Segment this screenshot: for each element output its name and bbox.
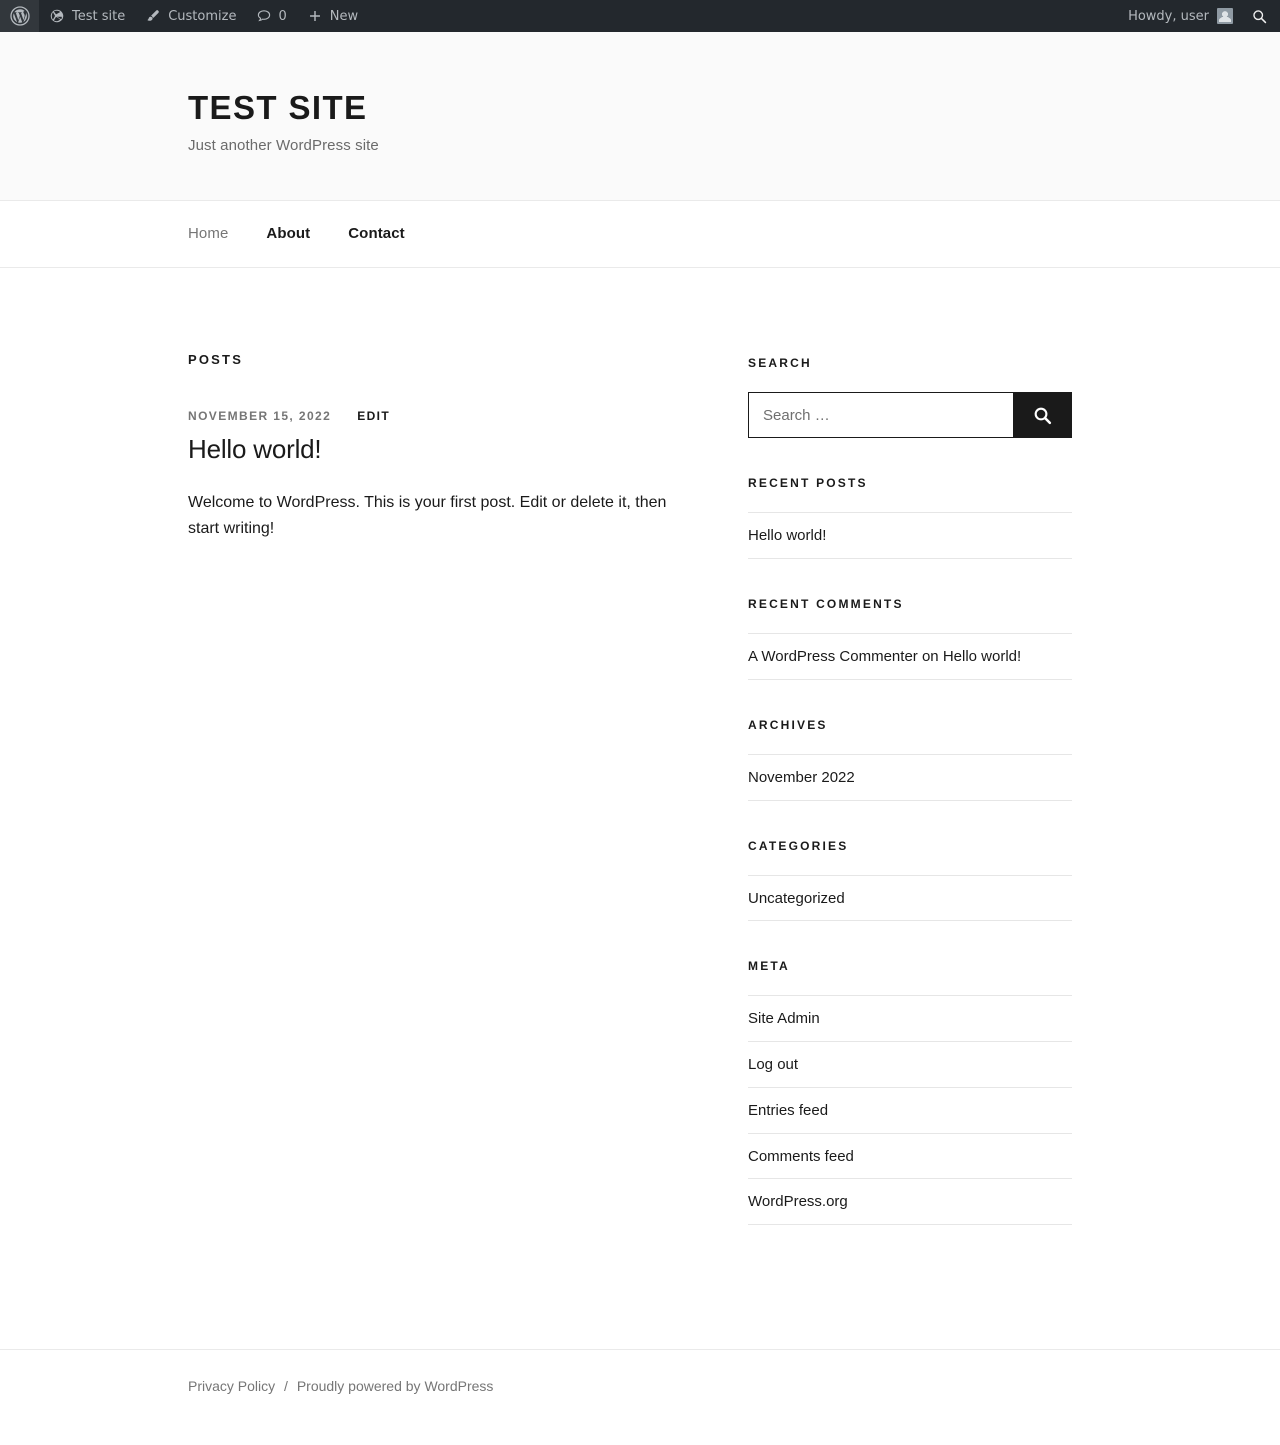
widget-title-recent-posts: RECENT POSTS <box>748 476 868 491</box>
site-footer <box>0 1349 1280 1424</box>
nav-list <box>188 225 1092 243</box>
list-item[interactable] <box>748 1042 1072 1088</box>
search-form <box>748 392 1072 438</box>
dashboard-icon <box>49 8 65 24</box>
search-icon <box>1251 8 1268 25</box>
customize-button[interactable] <box>135 0 246 32</box>
comment-post-link[interactable]: Hello world! <box>942 648 1022 666</box>
widget-title-categories: CATEGORIES <box>748 838 849 853</box>
widget-title-archives: ARCHIVES <box>748 717 828 732</box>
post-title[interactable] <box>188 433 708 466</box>
list-item[interactable] <box>748 1088 1072 1134</box>
search-input[interactable] <box>749 393 1013 437</box>
search-icon <box>1032 405 1053 426</box>
page-title[interactable]: TEST SITE <box>188 89 368 126</box>
meta-link-wordpress-org[interactable]: WordPress.org <box>748 1193 848 1211</box>
new-content-button[interactable] <box>297 0 368 32</box>
comments-count: 0 <box>278 8 287 24</box>
list-item[interactable] <box>748 995 1072 1042</box>
list-item[interactable] <box>748 512 1072 559</box>
nav-item-about[interactable] <box>266 225 310 243</box>
new-label: New <box>329 8 359 24</box>
entry-meta <box>188 409 708 423</box>
meta-link-site-admin[interactable]: Site Admin <box>748 1010 820 1028</box>
nav-item-contact[interactable] <box>348 225 405 243</box>
nav-link-contact[interactable]: Contact <box>348 225 405 243</box>
list-item[interactable] <box>748 1134 1072 1180</box>
admin-bar <box>0 0 1280 32</box>
post-excerpt <box>188 490 708 542</box>
category-link[interactable]: Uncategorized <box>748 889 845 907</box>
wordpress-logo-icon <box>10 6 30 26</box>
widget-meta <box>748 959 1072 1225</box>
list-item[interactable] <box>748 633 1072 680</box>
meta-link-log-out[interactable]: Log out <box>748 1056 799 1074</box>
search-submit-button[interactable] <box>1013 393 1071 437</box>
admin-bar-search-button[interactable] <box>1243 0 1280 32</box>
post-title-link[interactable]: Hello world! <box>188 434 322 465</box>
edit-post-label[interactable]: EDIT <box>357 409 391 424</box>
wp-logo-button[interactable] <box>0 0 39 32</box>
comment-bubble-icon <box>256 8 272 24</box>
edit-post-link[interactable] <box>357 409 390 423</box>
sidebar <box>748 352 1072 1263</box>
archives-list <box>748 754 1072 801</box>
meta-list <box>748 995 1072 1225</box>
widget-title-meta: META <box>748 959 790 974</box>
widget-archives <box>748 718 1072 801</box>
post-date[interactable] <box>188 409 331 423</box>
paintbrush-icon <box>145 8 161 24</box>
user-avatar <box>1217 8 1233 24</box>
primary-navigation <box>0 201 1280 268</box>
site-name-label: Test site <box>72 8 126 24</box>
customize-label: Customize <box>168 8 237 24</box>
post-article <box>188 409 708 541</box>
howdy-label: Howdy, user <box>1128 8 1209 24</box>
widget-title-search: SEARCH <box>748 356 812 371</box>
post-excerpt-text: Welcome to WordPress. This is your first post. Edit or delete it, then start writing! <box>188 493 667 537</box>
widget-categories <box>748 839 1072 922</box>
comment-author: A WordPress Commenter <box>748 648 918 666</box>
meta-link-entries-feed[interactable]: Entries feed <box>748 1101 829 1119</box>
list-item[interactable] <box>748 875 1072 922</box>
main-content <box>188 352 748 541</box>
list-item[interactable] <box>748 754 1072 801</box>
nav-item-home[interactable] <box>188 225 228 243</box>
categories-list <box>748 875 1072 922</box>
comments-button[interactable] <box>246 0 296 32</box>
widget-recent-comments <box>748 597 1072 680</box>
my-account-menu[interactable] <box>1118 0 1243 32</box>
site-description: Just another WordPress site <box>188 137 379 155</box>
site-name-menu[interactable] <box>39 0 135 32</box>
privacy-policy-link[interactable]: Privacy Policy <box>188 1378 276 1395</box>
nav-link-about[interactable]: About <box>266 225 311 243</box>
wordpress-credit-link[interactable]: Proudly powered by WordPress <box>296 1378 494 1395</box>
post-date-link[interactable]: NOVEMBER 15, 2022 <box>188 409 332 424</box>
widget-search <box>748 356 1072 438</box>
footer-credits <box>188 1378 1092 1394</box>
content-area <box>188 268 1092 1263</box>
widget-title-recent-comments: RECENT COMMENTS <box>748 597 904 612</box>
nav-link-home[interactable]: Home <box>188 225 229 243</box>
posts-heading: POSTS <box>188 352 244 368</box>
plus-icon <box>307 8 323 24</box>
meta-link-comments-feed[interactable]: Comments feed <box>748 1147 854 1165</box>
widget-recent-posts <box>748 476 1072 559</box>
comment-on-label: on <box>921 648 939 666</box>
recent-posts-list <box>748 512 1072 559</box>
recent-comments-list <box>748 633 1072 680</box>
recent-post-link[interactable]: Hello world! <box>748 527 827 545</box>
list-item[interactable] <box>748 1179 1072 1225</box>
site-header <box>0 32 1280 201</box>
archive-link[interactable]: November 2022 <box>748 768 855 786</box>
footer-separator: / <box>284 1378 288 1395</box>
